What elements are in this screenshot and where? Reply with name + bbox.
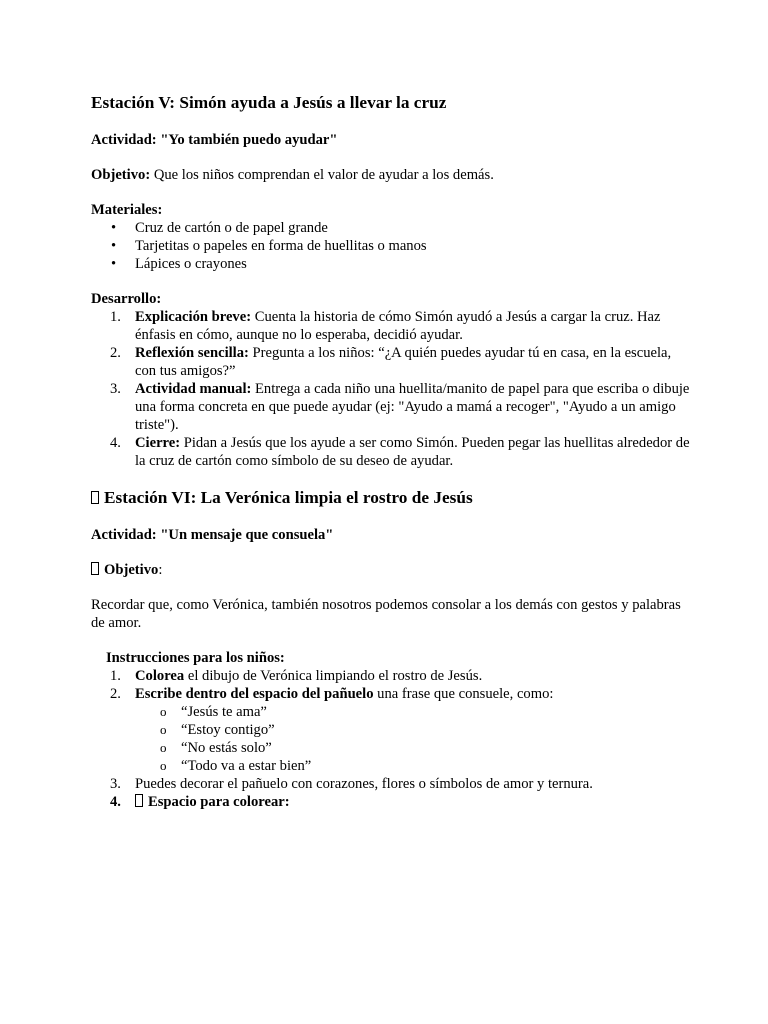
list-item (110, 434, 691, 470)
step-text: el dibujo de Verónica limpiando el rostro de Jesús. (184, 668, 483, 684)
list-item: • Cruz de cartón o de papel grande (135, 219, 691, 237)
objective-label: Objetivo: (91, 167, 151, 183)
station-6-objective-heading (91, 561, 691, 579)
station-6-activity: Actividad: "Un mensaje que consuela" (91, 527, 334, 543)
step-text: Puedes decorar el pañuelo con corazones, flores o símbolos de amor y ternura. (135, 776, 593, 792)
list-item (110, 380, 691, 434)
step-number: 3. (110, 381, 121, 397)
list-item: • Tarjetitas o papeles en forma de huellitas o manos (135, 237, 691, 255)
station-5-activity: Actividad: "Yo también puedo ayudar" (91, 132, 338, 148)
instructions-label: Instrucciones para los niños: (106, 650, 285, 666)
missing-glyph-icon (135, 794, 143, 807)
step-number: 2. (110, 345, 121, 361)
step-number: 4. (110, 435, 121, 451)
instructions-steps (91, 667, 691, 811)
step-label: Reflexión sencilla: (135, 345, 249, 361)
step-label: Actividad manual: (135, 381, 252, 397)
step-label: Colorea (135, 668, 185, 684)
materials-label: Materiales: (91, 202, 163, 218)
step-text: Pidan a Jesús que los ayude a ser como Simón. Pueden pegar las huellitas alrededor de la cruz de cartón como símbolo de su deseo de ayudar. (135, 435, 690, 469)
step-text: Entrega a cada niño una huellita/manito de papel para que escriba o dibuje una forma concreta en que puede ayudar (ej: "Ayudo a mamá a recoger", "Ayudo a un amigo triste"). (135, 381, 690, 433)
materials-list (91, 219, 691, 273)
step-number: 2. (110, 686, 121, 702)
station-6-title-text: Estación VI: La Verónica limpia el rostro de Jesús (104, 488, 473, 507)
list-item (110, 685, 691, 775)
step-label: Escribe dentro del espacio del pañuelo (135, 686, 374, 702)
step-number: 3. (110, 776, 121, 792)
missing-glyph-icon (91, 491, 99, 504)
list-item (110, 344, 691, 380)
step-number: 4. (110, 794, 121, 810)
missing-glyph-icon (91, 562, 99, 575)
list-item: o “Todo va a estar bien” (181, 757, 691, 775)
document-content (91, 92, 691, 811)
station-5-title: Estación V: Simón ayuda a Jesús a llevar la cruz (91, 93, 447, 112)
step-label: Explicación breve: (135, 309, 252, 325)
list-item (110, 667, 691, 685)
list-item: o “Estoy contigo” (181, 721, 691, 739)
consolation-phrases (135, 703, 691, 775)
list-item (110, 793, 691, 811)
step-label: Espacio para colorear: (148, 794, 290, 810)
objective-colon: : (158, 562, 163, 578)
step-label: Cierre: (135, 435, 181, 451)
objective-label: Objetivo (104, 562, 159, 578)
list-item: o “No estás solo” (181, 739, 691, 757)
station-6-title (91, 487, 691, 509)
step-text: Pregunta a los niños: “¿A quién puedes ayudar tú en casa, en la escuela, con tus amigos?” (135, 345, 672, 379)
objective-text: Que los niños comprendan el valor de ayudar a los demás. (150, 167, 494, 183)
list-item: o “Jesús te ama” (181, 703, 691, 721)
station-5-objective (91, 166, 691, 184)
list-item (110, 308, 691, 344)
station-6-objective-text: Recordar que, como Verónica, también nosotros podemos consolar a los demás con gestos y palabras de amor. (91, 597, 681, 631)
development-steps (91, 308, 691, 470)
step-number: 1. (110, 668, 121, 684)
development-label: Desarrollo: (91, 291, 162, 307)
list-item (110, 775, 691, 793)
list-item: • Lápices o crayones (135, 255, 691, 273)
step-text: Cuenta la historia de cómo Simón ayudó a Jesús a cargar la cruz. Haz énfasis en cómo, aunque no lo esperaba, decidió ayudar. (135, 309, 661, 343)
step-text: una frase que consuele, como: (373, 686, 554, 702)
step-number: 1. (110, 309, 121, 325)
